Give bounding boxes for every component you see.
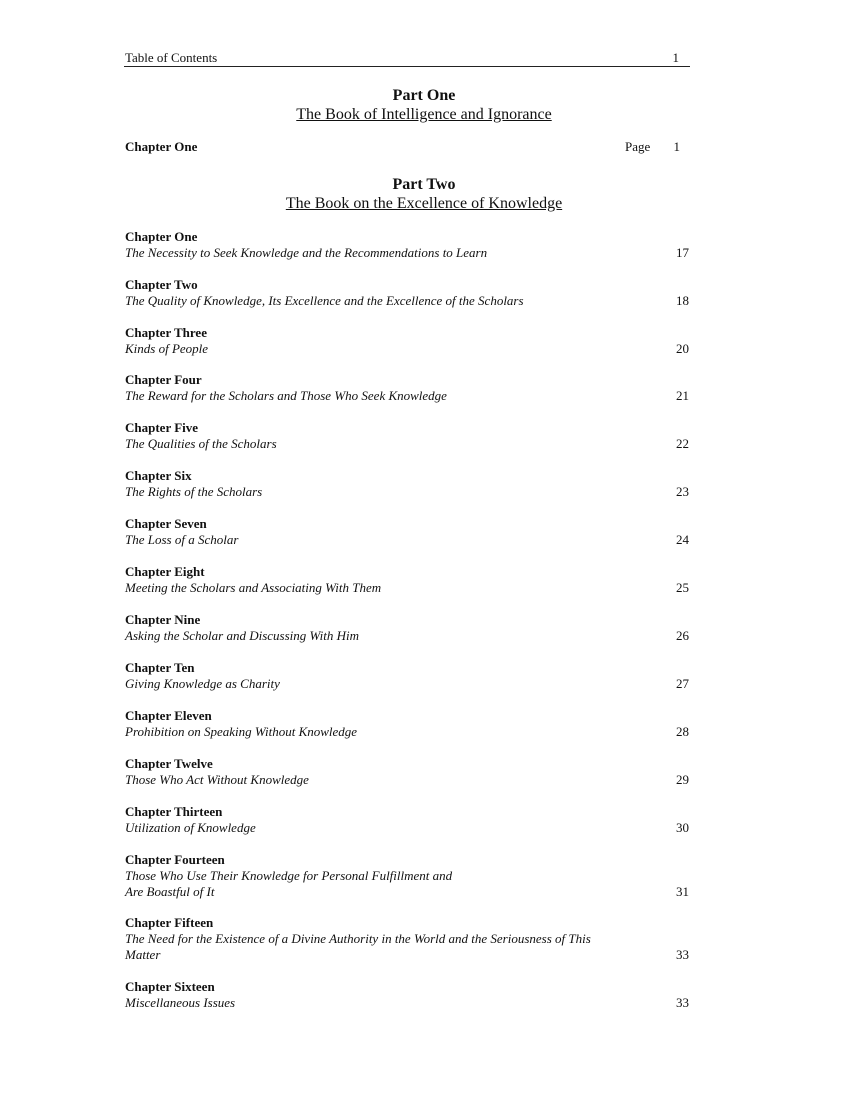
toc-page-number: 21 [676, 388, 689, 403]
part-two-title: Part Two [392, 176, 456, 193]
part-one-title: Part One [392, 87, 456, 104]
toc-entry [125, 708, 690, 740]
toc-chapter-title: Chapter Eleven [125, 708, 212, 723]
toc-chapter-title: Chapter Three [125, 325, 207, 340]
part-one-chapter-row [125, 139, 690, 155]
toc-entry [125, 852, 690, 900]
toc-chapter-description: The Rights of the Scholars [125, 484, 263, 499]
toc-entry [125, 979, 690, 1011]
page-column-label: Page [625, 139, 651, 154]
toc-chapter-description: The Loss of a Scholar [125, 532, 239, 547]
toc-chapter-title: Chapter Fourteen [125, 852, 225, 867]
toc-chapter-description: Giving Knowledge as Charity [125, 676, 280, 691]
toc-chapter-title: Chapter Twelve [125, 756, 213, 771]
toc-page-number: 26 [676, 628, 689, 643]
toc-page-number: 27 [676, 676, 689, 691]
toc-chapter-description: Meeting the Scholars and Associating With Them [125, 580, 382, 595]
toc-page-number: 24 [676, 532, 689, 547]
toc-page-number: 33 [676, 995, 689, 1010]
toc-page-number: 22 [676, 436, 689, 451]
toc-page-number: 23 [676, 484, 689, 499]
toc-chapter-title: Chapter Eight [125, 564, 205, 579]
toc-page-number: 17 [676, 245, 689, 260]
toc-page-number: 18 [676, 293, 689, 308]
toc-chapter-title: Chapter Sixteen [125, 979, 215, 994]
toc-chapter-description: Prohibition on Speaking Without Knowledge [125, 724, 358, 739]
running-header [124, 49, 690, 67]
header-page-number: 1 [672, 50, 679, 65]
toc-chapter-title: Chapter Seven [125, 516, 207, 531]
toc-entry [125, 660, 690, 692]
toc-page-number: 28 [676, 724, 689, 739]
toc-chapter-description: Miscellaneous Issues [125, 995, 236, 1010]
header-title: Table of Contents [125, 50, 218, 65]
toc-chapter-description: Those Who Use Their Knowledge for Personal Fulfillment and Are Boastful of It [125, 868, 453, 899]
toc-chapter-title: Chapter Thirteen [125, 804, 223, 819]
toc-entry [125, 372, 690, 404]
toc-page-number: 33 [676, 947, 689, 962]
toc-chapter-description: Kinds of People [125, 341, 209, 356]
part-one-subtitle: The Book of Intelligence and Ignorance [296, 106, 552, 123]
toc-chapter-title: Chapter Six [125, 468, 192, 483]
toc-chapter-description: The Quality of Knowledge, Its Excellence and the Excellence of the Scholars [125, 293, 524, 308]
toc-page-number: 20 [676, 341, 689, 356]
part-one-chapter-label: Chapter One [125, 139, 198, 154]
toc-chapter-description: Those Who Act Without Knowledge [125, 772, 309, 787]
toc-entry [125, 277, 690, 309]
toc-entry [125, 468, 690, 500]
toc-chapter-title: Chapter One [125, 229, 198, 244]
toc-page-number: 30 [676, 820, 689, 835]
toc-entry [125, 564, 690, 596]
toc-entry [125, 516, 690, 548]
toc-entry [125, 804, 690, 836]
toc-entry [125, 420, 690, 452]
toc-chapter-description: The Necessity to Seek Knowledge and the Recommendations to Learn [125, 245, 488, 260]
toc-page-number: 29 [676, 772, 689, 787]
toc-chapter-description: The Qualities of the Scholars [125, 436, 277, 451]
toc-page-number: 25 [676, 580, 689, 595]
toc-chapter-title: Chapter Two [125, 277, 198, 292]
toc-chapter-title: Chapter Nine [125, 612, 201, 627]
part-two-subtitle: The Book on the Excellence of Knowledge [285, 195, 563, 212]
toc-entry [125, 325, 690, 357]
toc-entry [125, 756, 690, 788]
toc-chapter-description: Asking the Scholar and Discussing With Him [125, 628, 359, 643]
toc-chapter-title: Chapter Five [125, 420, 199, 435]
part-one-heading [124, 86, 724, 124]
toc-chapter-title: Chapter Four [125, 372, 202, 387]
toc-entry [125, 915, 690, 963]
toc-entry [125, 229, 690, 261]
toc-chapter-description: The Reward for the Scholars and Those Who Seek Knowledge [125, 388, 447, 403]
part-one-chapter-page: 1 [673, 139, 680, 154]
toc-chapter-description: The Need for the Existence of a Divine Authority in the World and the Seriousness of This Matter [125, 931, 591, 962]
toc-chapter-title: Chapter Fifteen [125, 915, 214, 930]
toc-page-number: 31 [676, 884, 689, 899]
toc-chapter-title: Chapter Ten [125, 660, 195, 675]
toc-entry [125, 612, 690, 644]
part-two-heading [124, 175, 724, 213]
toc-chapter-description: Utilization of Knowledge [125, 820, 256, 835]
